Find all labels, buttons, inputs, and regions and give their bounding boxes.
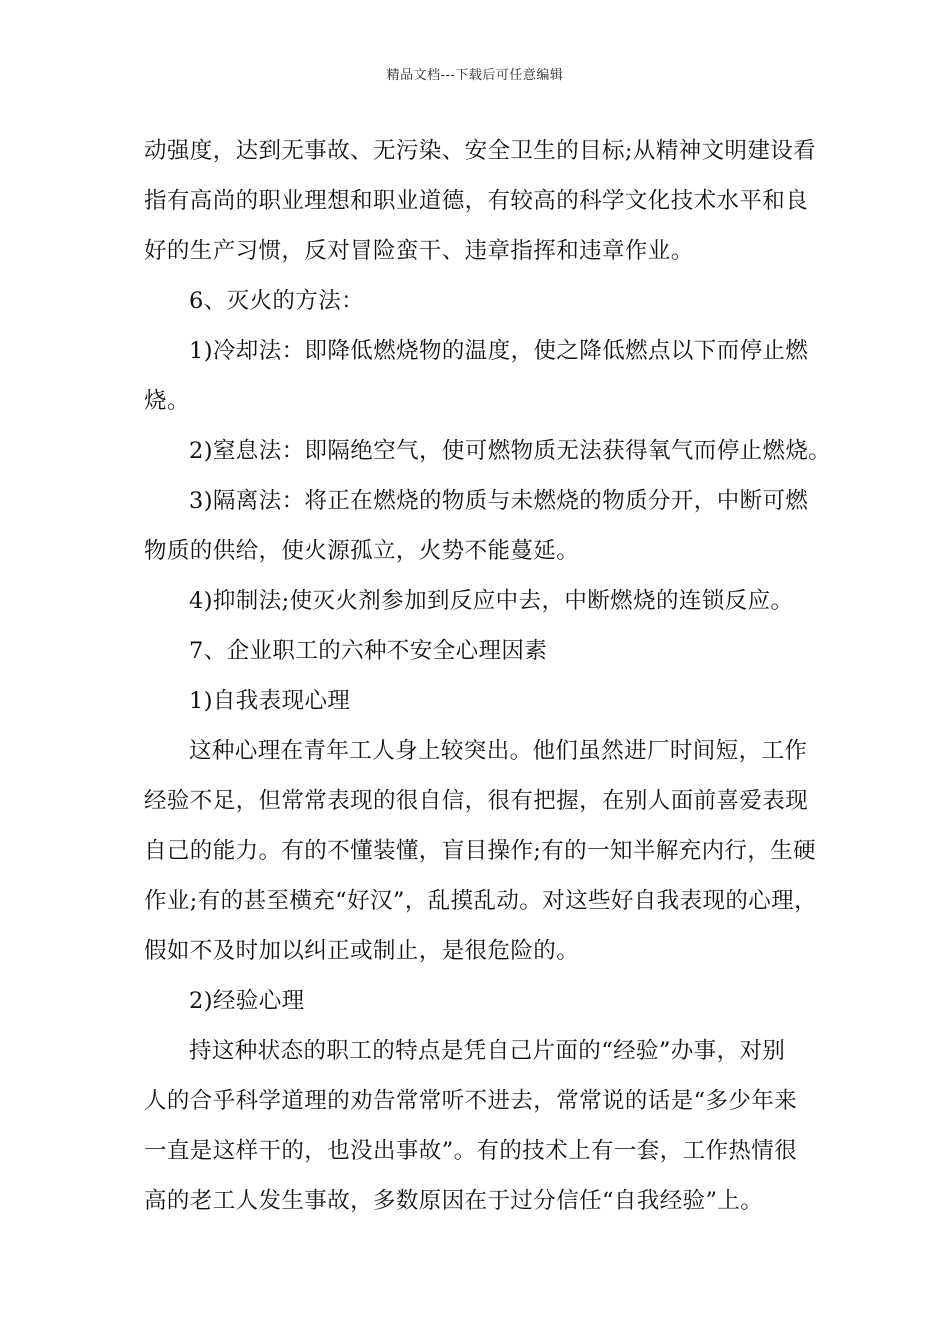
text-line: 高的老工人发生事故，多数原因在于过分信任“自我经验”上。 bbox=[144, 1188, 764, 1214]
text-line: 经验不足，但常常表现的很自信，很有把握，在别人面前喜爱表现 bbox=[144, 788, 809, 814]
text-line: 物质的供给，使火源孤立，火势不能蔓延。 bbox=[144, 538, 580, 564]
text-line: 持这种状态的职工的特点是凭自己片面的“经验”办事，对别 bbox=[189, 1038, 786, 1064]
text-line: 作业;有的甚至横充“好汉”，乱摸乱动。对这些好自我表现的心理， bbox=[144, 888, 817, 914]
text-line: 7、企业职工的六种不安全心理因素 bbox=[189, 638, 548, 664]
text-line: 一直是这样干的，也没出事故”。有的技术上有一套，工作热情很 bbox=[144, 1138, 798, 1164]
text-line: 人的合乎科学道理的劝告常常听不进去，常常说的话是“多少年来 bbox=[144, 1088, 798, 1114]
text-line: 3)隔离法：将正在燃烧的物质与未燃烧的物质分开，中断可燃 bbox=[189, 488, 809, 514]
text-line: 假如不及时加以纠正或制止，是很危险的。 bbox=[144, 938, 580, 964]
text-line: 动强度，达到无事故、无污染、安全卫生的目标;从精神文明建设看 bbox=[144, 138, 817, 164]
text-line: 1)自我表现心理 bbox=[189, 688, 351, 714]
document-body bbox=[144, 126, 832, 1226]
text-line: 2)窒息法：即隔绝空气，使可燃物质无法获得氧气而停止燃烧。 bbox=[189, 438, 832, 464]
text-line: 这种心理在青年工人身上较突出。他们虽然进厂时间短，工作 bbox=[189, 738, 808, 764]
text-line: 烧。 bbox=[144, 388, 190, 414]
text-line: 自己的能力。有的不懂装懂，盲目操作;有的一知半解充内行，生硬 bbox=[144, 838, 817, 864]
text-line: 1)冷却法：即降低燃烧物的温度，使之降低燃点以下而停止燃 bbox=[189, 338, 809, 364]
text-line: 4)抑制法;使灭火剂参加到反应中去，中断燃烧的连锁反应。 bbox=[189, 588, 794, 614]
text-line: 好的生产习惯，反对冒险蛮干、违章指挥和违章作业。 bbox=[144, 238, 694, 264]
page-header: 精品文档---下载后可任意编辑 bbox=[386, 68, 564, 83]
text-line: 6、灭火的方法： bbox=[189, 288, 365, 314]
text-line: 2)经验心理 bbox=[189, 988, 305, 1014]
text-line: 指有高尚的职业理想和职业道德，有较高的科学文化技术水平和良 bbox=[144, 188, 809, 214]
